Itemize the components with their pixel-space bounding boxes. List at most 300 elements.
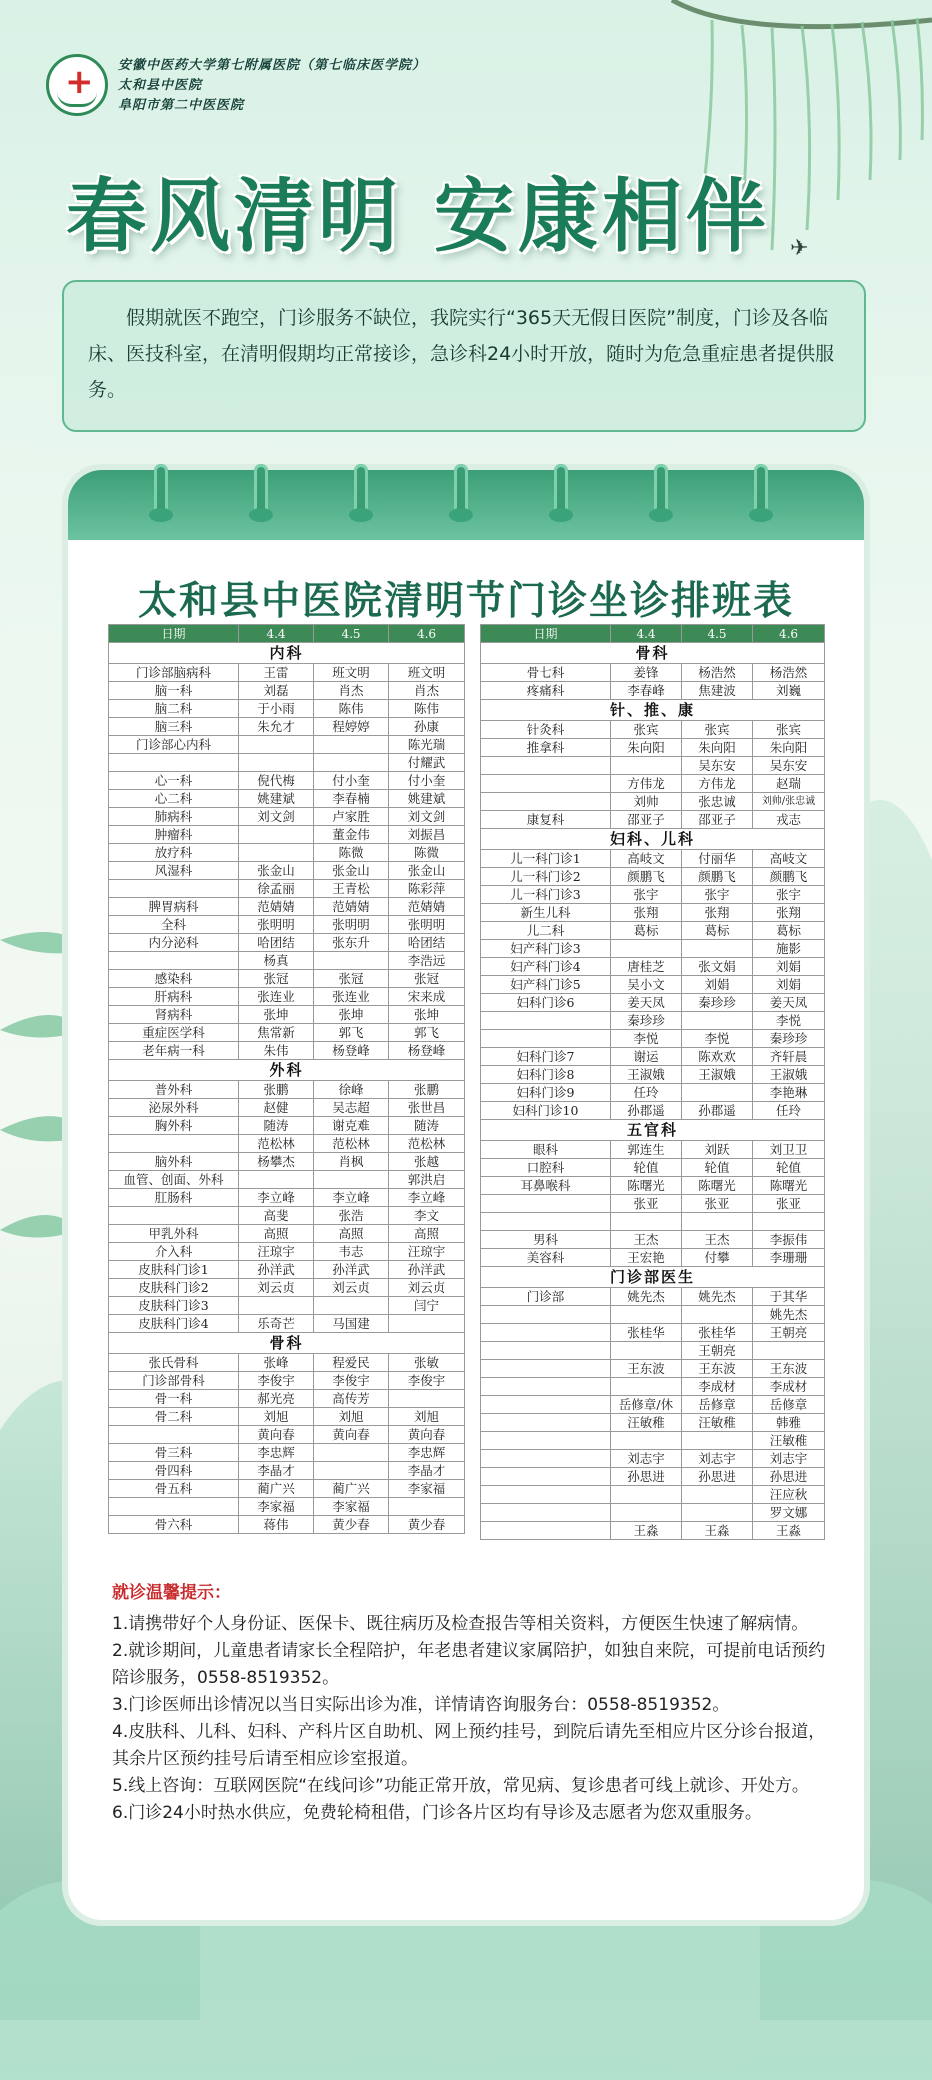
department-cell: 重症医学科 (109, 1024, 239, 1042)
doctor-cell: 程爱民 (314, 1354, 389, 1372)
table-row (109, 1261, 465, 1279)
table-row (481, 868, 825, 886)
table-row (109, 1498, 465, 1516)
doctor-cell: 韦志 (314, 1243, 389, 1261)
table-row (109, 1372, 465, 1390)
doctor-cell (682, 1213, 753, 1231)
doctor-cell: 谢克难 (314, 1117, 389, 1135)
doctor-cell: 刘志宇 (753, 1450, 825, 1468)
doctor-cell (611, 1306, 682, 1324)
doctor-cell: 张翔 (611, 904, 682, 922)
doctor-cell: 徐峰 (314, 1081, 389, 1099)
doctor-cell: 于小雨 (239, 700, 314, 718)
doctor-cell: 罗文娜 (753, 1504, 825, 1522)
doctor-cell: 王朝亮 (682, 1342, 753, 1360)
doctor-cell: 李忠辉 (239, 1444, 314, 1462)
doctor-cell: 范婧婧 (239, 898, 314, 916)
doctor-cell (239, 736, 314, 754)
table-row (109, 952, 465, 970)
department-cell: 妇产科门诊5 (481, 976, 611, 994)
department-cell: 脑二科 (109, 700, 239, 718)
department-cell: 泌尿外科 (109, 1099, 239, 1117)
doctor-cell: 李俊宇 (389, 1372, 465, 1390)
tip-item: 6.门诊24小时热水供应，免费轮椅租借，门诊各片区均有导诊及志愿者为您双重服务。 (112, 1803, 762, 1823)
department-cell: 妇产科门诊4 (481, 958, 611, 976)
doctor-cell: 刘磊 (239, 682, 314, 700)
doctor-cell: 王东波 (611, 1360, 682, 1378)
table-row (481, 1159, 825, 1177)
doctor-cell: 班文明 (314, 664, 389, 682)
table-row (109, 754, 465, 772)
department-cell: 肺病科 (109, 808, 239, 826)
doctor-cell: 李浩远 (389, 952, 465, 970)
department-cell: 门诊部骨科 (109, 1372, 239, 1390)
department-cell: 骨六科 (109, 1516, 239, 1534)
department-cell: 肾病科 (109, 1006, 239, 1024)
doctor-cell: 张越 (389, 1153, 465, 1171)
table-row (481, 1195, 825, 1213)
department-cell (481, 1360, 611, 1378)
doctor-cell: 肖杰 (389, 682, 465, 700)
header-cell: 日期 (109, 625, 239, 643)
table-row (109, 1006, 465, 1024)
doctor-cell: 杨攀杰 (239, 1153, 314, 1171)
department-cell: 脾胃病科 (109, 898, 239, 916)
doctor-cell: 高岐文 (753, 850, 825, 868)
table-row (109, 1444, 465, 1462)
department-cell (481, 1432, 611, 1450)
doctor-cell: 高照 (389, 1225, 465, 1243)
doctor-cell: 王杰 (682, 1231, 753, 1249)
department-cell: 门诊部脑病科 (109, 664, 239, 682)
doctor-cell: 陈伟 (389, 700, 465, 718)
doctor-cell: 张坤 (239, 1006, 314, 1024)
table-row (481, 1414, 825, 1432)
doctor-cell: 朱伟 (239, 1042, 314, 1060)
doctor-cell (239, 844, 314, 862)
doctor-cell (314, 1297, 389, 1315)
department-cell: 儿二科 (481, 922, 611, 940)
table-row (109, 1042, 465, 1060)
doctor-cell: 韩雅 (753, 1414, 825, 1432)
section-row (481, 643, 825, 664)
department-cell (109, 880, 239, 898)
doctor-cell: 于其华 (753, 1288, 825, 1306)
doctor-cell: 张亚 (611, 1195, 682, 1213)
doctor-cell: 张宇 (682, 886, 753, 904)
section-title: 针、推、康 (481, 700, 825, 721)
doctor-cell: 孙思进 (753, 1468, 825, 1486)
table-row (481, 1249, 825, 1267)
doctor-cell: 蔺广兴 (314, 1480, 389, 1498)
department-cell: 皮肤科门诊3 (109, 1297, 239, 1315)
doctor-cell: 朱向阳 (682, 739, 753, 757)
table-row (481, 1030, 825, 1048)
doctor-cell (611, 1504, 682, 1522)
table-row (481, 775, 825, 793)
table-row (109, 1117, 465, 1135)
table-row (109, 916, 465, 934)
department-cell: 皮肤科门诊1 (109, 1261, 239, 1279)
table-row (109, 1279, 465, 1297)
doctor-cell: 方伟龙 (611, 775, 682, 793)
doctor-cell: 刘跃 (682, 1141, 753, 1159)
department-cell: 口腔科 (481, 1159, 611, 1177)
department-cell (481, 1378, 611, 1396)
doctor-cell (239, 826, 314, 844)
doctor-cell: 蔺广兴 (239, 1480, 314, 1498)
binder-ring-icon (454, 464, 468, 516)
doctor-cell: 王杰 (611, 1231, 682, 1249)
tips-title: 就诊温馨提示： (112, 1583, 231, 1603)
table-row (109, 1135, 465, 1153)
doctor-cell: 李悦 (611, 1030, 682, 1048)
doctor-cell: 高传芳 (314, 1390, 389, 1408)
doctor-cell (611, 1342, 682, 1360)
department-cell (481, 1012, 611, 1030)
department-cell (481, 1342, 611, 1360)
table-row (109, 844, 465, 862)
doctor-cell (314, 1171, 389, 1189)
doctor-cell: 哈团结 (389, 934, 465, 952)
department-cell: 放疗科 (109, 844, 239, 862)
department-cell: 骨五科 (109, 1480, 239, 1498)
department-cell (109, 952, 239, 970)
doctor-cell: 任玲 (611, 1084, 682, 1102)
table-row (109, 1189, 465, 1207)
table-row (481, 886, 825, 904)
table-row (109, 790, 465, 808)
department-cell: 门诊部 (481, 1288, 611, 1306)
doctor-cell: 黄向春 (314, 1426, 389, 1444)
department-cell: 张氏骨科 (109, 1354, 239, 1372)
doctor-cell: 刘帅 (611, 793, 682, 811)
table-row (109, 1297, 465, 1315)
doctor-cell: 李珊珊 (753, 1249, 825, 1267)
doctor-cell: 谢运 (611, 1048, 682, 1066)
doctor-cell: 孙郡遥 (611, 1102, 682, 1120)
doctor-cell: 卢家胜 (314, 808, 389, 826)
doctor-cell: 肖枫 (314, 1153, 389, 1171)
table-row (109, 700, 465, 718)
doctor-cell: 轮值 (682, 1159, 753, 1177)
department-cell: 介入科 (109, 1243, 239, 1261)
department-cell: 新生儿科 (481, 904, 611, 922)
schedule-table-right (480, 624, 825, 1540)
doctor-cell (389, 1315, 465, 1333)
swallow-bird-icon: ✈ (790, 236, 809, 261)
doctor-cell: 陈曙光 (611, 1177, 682, 1195)
department-cell: 儿一科门诊3 (481, 886, 611, 904)
department-cell (109, 1426, 239, 1444)
doctor-cell (611, 940, 682, 958)
doctor-cell: 汪敏稚 (682, 1414, 753, 1432)
department-cell (481, 1486, 611, 1504)
doctor-cell: 高岐文 (611, 850, 682, 868)
table-row (481, 1012, 825, 1030)
table-row (481, 1522, 825, 1540)
doctor-cell: 范松林 (239, 1135, 314, 1153)
doctor-cell: 王淑娥 (611, 1066, 682, 1084)
doctor-cell: 孙思进 (682, 1468, 753, 1486)
doctor-cell: 杨浩然 (682, 664, 753, 682)
doctor-cell: 刘文剑 (239, 808, 314, 826)
table-row (109, 1408, 465, 1426)
table-row (109, 1354, 465, 1372)
doctor-cell: 王东波 (753, 1360, 825, 1378)
doctor-cell: 葛标 (682, 922, 753, 940)
doctor-cell: 随涛 (239, 1117, 314, 1135)
table-header-row (481, 625, 825, 643)
doctor-cell: 张敏 (389, 1354, 465, 1372)
header-cell: 4.4 (239, 625, 314, 643)
department-cell: 皮肤科门诊4 (109, 1315, 239, 1333)
doctor-cell: 张浩 (314, 1207, 389, 1225)
doctor-cell: 张翔 (682, 904, 753, 922)
table-row (109, 1153, 465, 1171)
doctor-cell: 岳修章/休 (611, 1396, 682, 1414)
intro-paragraph: 假期就医不跑空，门诊服务不缺位，我院实行“365天无假日医院”制度，门诊及各临床、医技科室，在清明假期均正常接诊，急诊科24小时开放，随时为危急重症患者提供服务。 (62, 280, 866, 432)
department-cell: 感染科 (109, 970, 239, 988)
header-cell: 4.5 (314, 625, 389, 643)
table-row (481, 811, 825, 829)
doctor-cell: 汪琼宇 (389, 1243, 465, 1261)
table-row (109, 1099, 465, 1117)
table-row (481, 1504, 825, 1522)
doctor-cell: 邵亚子 (611, 811, 682, 829)
doctor-cell: 张冠 (314, 970, 389, 988)
department-cell: 妇科门诊10 (481, 1102, 611, 1120)
department-cell (109, 1135, 239, 1153)
doctor-cell: 轮值 (753, 1159, 825, 1177)
hospital-name-line-2: 太和县中医院 (118, 78, 203, 93)
doctor-cell: 张鹏 (389, 1081, 465, 1099)
doctor-cell: 轮值 (611, 1159, 682, 1177)
doctor-cell: 葛标 (753, 922, 825, 940)
table-row (481, 976, 825, 994)
schedule-title: 太和县中医院清明节门诊坐诊排班表 (137, 579, 794, 624)
doctor-cell: 张翔 (753, 904, 825, 922)
doctor-cell: 焦建波 (682, 682, 753, 700)
hospital-header (40, 48, 640, 128)
doctor-cell: 刘文剑 (389, 808, 465, 826)
hospital-cross-logo: + (46, 54, 108, 116)
doctor-cell: 方伟龙 (682, 775, 753, 793)
department-cell: 妇科门诊8 (481, 1066, 611, 1084)
doctor-cell (682, 1084, 753, 1102)
doctor-cell: 张东升 (314, 934, 389, 952)
table-row (109, 1390, 465, 1408)
table-row (481, 739, 825, 757)
doctor-cell: 孙洋武 (314, 1261, 389, 1279)
table-row (481, 1486, 825, 1504)
department-cell: 甲乳外科 (109, 1225, 239, 1243)
doctor-cell: 张冠 (389, 970, 465, 988)
department-cell: 妇科门诊7 (481, 1048, 611, 1066)
table-row (481, 721, 825, 739)
doctor-cell: 范松林 (389, 1135, 465, 1153)
department-cell: 风湿科 (109, 862, 239, 880)
table-row (109, 1315, 465, 1333)
doctor-cell: 郭连生 (611, 1141, 682, 1159)
tip-item: 2.就诊期间，儿童患者请家长全程陪护，年老患者建议家属陪护，如独自来院，可提前电话预约陪诊服务，0558-8519352。 (112, 1641, 826, 1688)
table-row (109, 826, 465, 844)
doctor-cell (682, 1432, 753, 1450)
doctor-cell: 邵亚子 (682, 811, 753, 829)
doctor-cell: 刘帅/张忠诚 (753, 793, 825, 811)
doctor-cell: 张世昌 (389, 1099, 465, 1117)
section-row (481, 1120, 825, 1141)
table-row (109, 1243, 465, 1261)
doctor-cell (682, 1504, 753, 1522)
doctor-cell: 王淼 (682, 1522, 753, 1540)
doctor-cell: 姜锋 (611, 664, 682, 682)
department-cell (109, 1207, 239, 1225)
schedule-table-left (108, 624, 465, 1534)
page-title: 春风清明 安康相伴 (66, 170, 770, 263)
binder-ring-icon (754, 464, 768, 516)
section-title: 骨科 (481, 643, 825, 664)
doctor-cell: 张宾 (611, 721, 682, 739)
doctor-cell: 陈微 (314, 844, 389, 862)
doctor-cell: 张冠 (239, 970, 314, 988)
table-row (481, 1213, 825, 1231)
doctor-cell: 李晶才 (389, 1462, 465, 1480)
table-row (109, 664, 465, 682)
doctor-cell: 秦珍珍 (682, 994, 753, 1012)
tip-item: 3.门诊医师出诊情况以当日实际出诊为准，详情请咨询服务台：0558-8519352。 (112, 1695, 730, 1715)
department-cell: 内分泌科 (109, 934, 239, 952)
doctor-cell: 葛标 (611, 922, 682, 940)
doctor-cell: 李春峰 (611, 682, 682, 700)
table-row (481, 1141, 825, 1159)
doctor-cell: 范婧婧 (389, 898, 465, 916)
table-row (481, 940, 825, 958)
doctor-cell: 刘志宇 (682, 1450, 753, 1468)
table-row (109, 988, 465, 1006)
doctor-cell: 李振伟 (753, 1231, 825, 1249)
table-row (109, 1225, 465, 1243)
table-row (109, 682, 465, 700)
table-row (109, 1426, 465, 1444)
doctor-cell: 王东波 (682, 1360, 753, 1378)
doctor-cell: 郭飞 (389, 1024, 465, 1042)
doctor-cell: 杨真 (239, 952, 314, 970)
doctor-cell: 蒋伟 (239, 1516, 314, 1534)
section-title: 内科 (109, 643, 465, 664)
doctor-cell: 张文娟 (682, 958, 753, 976)
department-cell: 心一科 (109, 772, 239, 790)
header-cell: 日期 (481, 625, 611, 643)
section-title: 外科 (109, 1060, 465, 1081)
doctor-cell: 岳修章 (753, 1396, 825, 1414)
table-row (481, 1378, 825, 1396)
doctor-cell: 李春楠 (314, 790, 389, 808)
table-row (481, 994, 825, 1012)
doctor-cell: 随涛 (389, 1117, 465, 1135)
section-title: 五官科 (481, 1120, 825, 1141)
doctor-cell: 张宇 (753, 886, 825, 904)
doctor-cell: 孙洋武 (239, 1261, 314, 1279)
header-cell: 4.6 (389, 625, 465, 643)
table-row (481, 1450, 825, 1468)
doctor-cell: 郭洪启 (389, 1171, 465, 1189)
doctor-cell: 董金伟 (314, 826, 389, 844)
department-cell (481, 1213, 611, 1231)
doctor-cell (682, 1012, 753, 1030)
doctor-cell: 李悦 (682, 1030, 753, 1048)
tip-item: 1.请携带好个人身份证、医保卡、既往病历及检查报告等相关资料，方便医生快速了解病情。 (112, 1614, 809, 1634)
doctor-cell: 王淼 (611, 1522, 682, 1540)
department-cell: 针灸科 (481, 721, 611, 739)
hospital-name-line-3: 阜阳市第二中医医院 (118, 98, 245, 113)
doctor-cell: 陈曙光 (682, 1177, 753, 1195)
doctor-cell: 姚建斌 (239, 790, 314, 808)
table-row (481, 1396, 825, 1414)
doctor-cell: 黄少春 (314, 1516, 389, 1534)
doctor-cell: 李家福 (239, 1498, 314, 1516)
doctor-cell: 焦常新 (239, 1024, 314, 1042)
department-cell: 疼痛科 (481, 682, 611, 700)
doctor-cell: 郭飞 (314, 1024, 389, 1042)
binder-ring-icon (354, 464, 368, 516)
binder-ring-icon (254, 464, 268, 516)
doctor-cell: 孙思进 (611, 1468, 682, 1486)
department-cell (481, 1396, 611, 1414)
table-row (109, 808, 465, 826)
table-row (481, 1231, 825, 1249)
department-cell: 耳鼻喉科 (481, 1177, 611, 1195)
doctor-cell: 秦珍珍 (611, 1012, 682, 1030)
doctor-cell: 刘云贞 (389, 1279, 465, 1297)
table-row (481, 922, 825, 940)
table-row (109, 1081, 465, 1099)
doctor-cell: 吴志超 (314, 1099, 389, 1117)
doctor-cell: 王淑娥 (682, 1066, 753, 1084)
department-cell: 骨三科 (109, 1444, 239, 1462)
table-row (109, 1171, 465, 1189)
doctor-cell: 张连业 (314, 988, 389, 1006)
doctor-cell: 马国建 (314, 1315, 389, 1333)
doctor-cell: 张坤 (389, 1006, 465, 1024)
department-cell (481, 1414, 611, 1432)
header-cell: 4.5 (682, 625, 753, 643)
section-title: 门诊部医生 (481, 1267, 825, 1288)
doctor-cell: 张明明 (239, 916, 314, 934)
doctor-cell: 刘娟 (753, 958, 825, 976)
doctor-cell: 付小奎 (314, 772, 389, 790)
doctor-cell: 付攀 (682, 1249, 753, 1267)
section-row (481, 1267, 825, 1288)
table-row (481, 1432, 825, 1450)
department-cell: 肝病科 (109, 988, 239, 1006)
doctor-cell: 杨登峰 (314, 1042, 389, 1060)
doctor-cell: 姜天凤 (753, 994, 825, 1012)
doctor-cell: 高照 (239, 1225, 314, 1243)
department-cell: 妇产科门诊3 (481, 940, 611, 958)
doctor-cell: 陈欢欢 (682, 1048, 753, 1066)
section-title: 妇科、儿科 (481, 829, 825, 850)
doctor-cell (389, 1390, 465, 1408)
section-row (109, 1060, 465, 1081)
doctor-cell: 张宾 (682, 721, 753, 739)
department-cell (481, 1306, 611, 1324)
table-row (109, 898, 465, 916)
binder-ring-icon (654, 464, 668, 516)
doctor-cell: 汪敏稚 (611, 1414, 682, 1432)
doctor-cell: 朱向阳 (753, 739, 825, 757)
doctor-cell (314, 1444, 389, 1462)
